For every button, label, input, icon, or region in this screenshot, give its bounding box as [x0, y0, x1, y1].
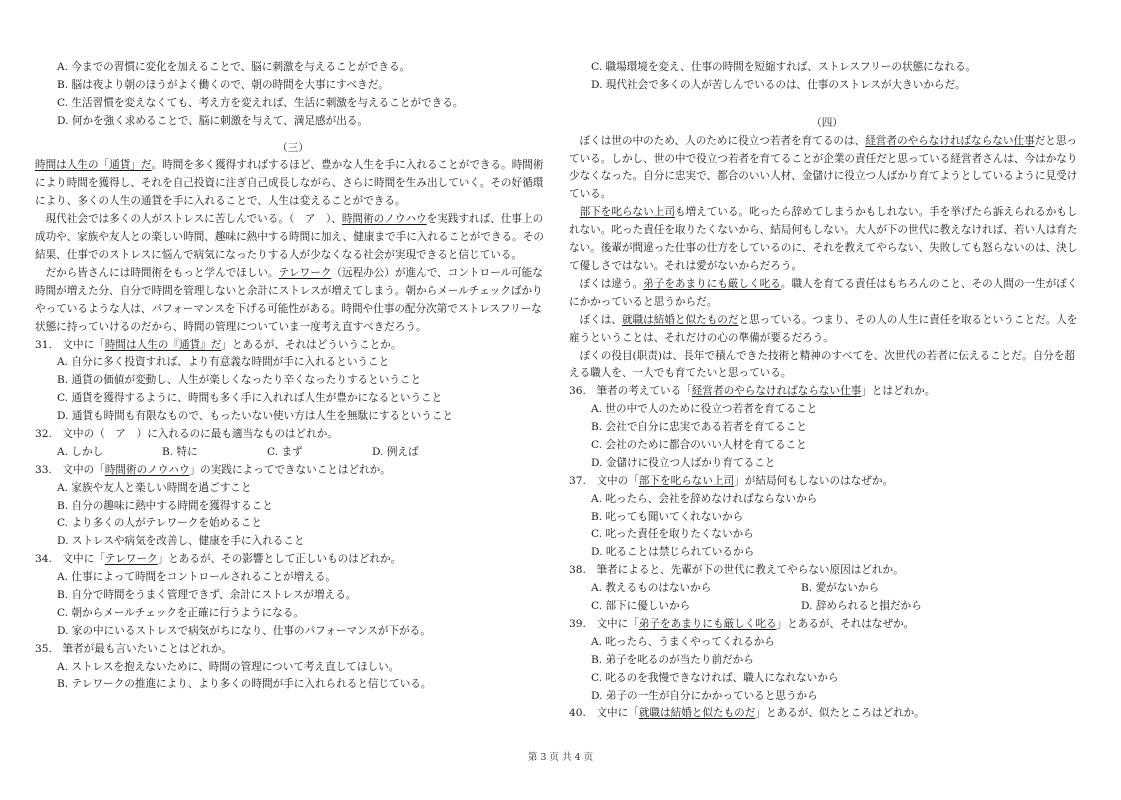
- section-3-paragraph-1: 時間は人生の「通貨」だ。時間を多く獲得すればするほど、豊かな人生を手に入れることができる。時間術により時間を獲得し、それを自己投資に注ぎ自己成長しながら、さらに時間を生み出していく。その好循環により、多くの人生の通貨を手に入れることで、人生は変えることができる。: [35, 159, 544, 208]
- underlined-phrase: 弟子をあまりにも厳しく叱る: [643, 277, 781, 290]
- section-4-paragraph-4: ぼくは、就職は結婚と似たものだと思っている。つまり、その人の人生に責任を取るということだ。人を雇うということは、それだけの心の準備が要るだろう。: [569, 313, 1078, 344]
- section-4-paragraph-3: ぼくは違う。弟子をあまりにも厳しく叱る。職人を育てる責任はもちろんのこと、その人間の一生がぼくにかかっていると思うからだ。: [569, 277, 1078, 308]
- q38-option-c: C. 部下に優しいから: [591, 600, 691, 613]
- q32-option-c: C. まず: [267, 445, 303, 458]
- q37-option-a: A. 叱ったら、会社を辞めなければならないから: [591, 492, 818, 505]
- underlined-phrase: 経営者のやらなければならない仕事: [865, 134, 1035, 147]
- right-column: [569, 59, 1085, 723]
- prev-option-b: B. 脳は夜より朝のほうがよく働くので、朝の時間を大事にすべきだ。: [57, 78, 389, 91]
- prev-option-c: C. 生活習慣を変えなくても、考え方を変えれば、生活に刺激を与えることができる。: [57, 96, 464, 109]
- left-column: [35, 59, 551, 694]
- q31-option-d: D. 通貨も時間も有限なもので、もったいない使い方は人生を無駄にするということ: [57, 410, 454, 423]
- q36-option-c: C. 会社のために都合のいい人材を育てること: [591, 439, 807, 452]
- underlined-phrase: 時間術のノウハウ: [341, 213, 427, 226]
- q34-option-a: A. 仕事によって時間をコントロールされることが増える。: [57, 571, 337, 584]
- q32-option-d: D. 例えば: [372, 445, 419, 458]
- q38-option-b: B. 愛がないから: [801, 582, 880, 595]
- section-4-title: （四）: [811, 116, 843, 129]
- q38-options-row-2: [569, 598, 1085, 616]
- q36-option-a: A. 世の中で人のために役立つ若者を育てること: [591, 403, 818, 416]
- q39-option-b: B. 弟子を叱るのが当たり前だから: [591, 653, 754, 666]
- q39-option-d: D. 弟子の一生が自分にかかっていると思うから: [591, 689, 818, 702]
- q35-option-b: B. テレワークの推進により、より多くの時間が手に入れられると信じている。: [57, 678, 432, 691]
- underlined-phrase: 時間は人生の「通貨」だ: [35, 159, 152, 172]
- q36-option-b: B. 会社で自分に忠実である若者を育てること: [591, 421, 807, 434]
- q35-option-d: D. 現代社会で多くの人が苦しんでいるのは、仕事のストレスが大きいからだ。: [591, 78, 966, 91]
- question-32: 32. 文中の（ ア ）に入れるのに最も適当なものはどれか。: [35, 427, 338, 440]
- q37-option-b: B. 叱っても聞いてくれないから: [591, 510, 744, 523]
- prev-option-d: D. 何かを強く求めることで、脳に刺激を与えて、満足感が出る。: [57, 114, 369, 127]
- question-38: 38. 筆者によると、先輩が下の世代に教えてやらない原因はどれか。: [569, 564, 904, 577]
- section-4-paragraph-1: ぼくは世の中のため、人のために役立つ若者を育てるのは、経営者のやらなければならない仕事だと思っている。しかし、世の中で役立つ若者を育てることが企業の責任だと思っている経営者さんは、今はかなり少なくなった。自分に忠実で、都合のいい人材、金儲けに役立つ人ばかり育てようとしているように見受けている。: [569, 134, 1078, 201]
- section-4-paragraph-5: ぼくの役目(职责)は、長年で積んできた技術と精神のすべてを、次世代の若者に伝えることだ。自分を超える職人を、一人でも育てたいと思っている。: [569, 349, 1075, 380]
- q38-option-d: D. 辞められると損だから: [801, 600, 922, 613]
- question-31: 31. 文中に「時間は人生の『通貨』だ」とあるが、それはどういうことか。: [35, 338, 402, 351]
- q33-option-d: D. ストレスや病気を改善し、健康を手に入れること: [57, 535, 305, 548]
- question-35: 35. 筆者が最も言いたいことはどれか。: [35, 642, 232, 655]
- q35-option-a: A. ストレスを抱えないために、時間の管理について考え直してほしい。: [57, 660, 400, 673]
- q31-option-c: C. 通貨を獲得するように、時間も多く手に入れれば人生が豊かになるということ: [57, 392, 443, 405]
- q33-option-c: C. より多くの人がテレワークを始めること: [57, 517, 262, 530]
- question-36: 36. 筆者の考えている「経営者のやらなければならない仕事」とはどれか。: [569, 385, 936, 398]
- q37-option-d: D. 叱ることは禁じられているから: [591, 546, 755, 559]
- q39-option-a: A. 叱ったら、うまくやってくれるから: [591, 635, 775, 648]
- q39-option-c: C. 叱るのを我慢できなければ、職人になれないから: [591, 671, 839, 684]
- section-4-paragraph-2: 部下を叱らない上司も増えている。叱ったら辞めてしまうかもしれない。手を挙げたら訴えられるかもしれない。叱った責任を取りたくないから、結局何もしない。大人が下の世代に教えなければ、若い人は育たない。後輩が間違った仕事の仕方をしているのに、それを教えてやらない、失敗しても怒らないのは、決して優しさではない。それは愛がないからだろう。: [569, 206, 1078, 273]
- underlined-phrase: 就職は結婚と似たものだ: [621, 313, 739, 326]
- q33-option-a: A. 家族や友人と楽しい時間を過ごすこと: [57, 481, 252, 494]
- q35-option-c: C. 職場環境を変え、仕事の時間を短縮すれば、ストレスフリーの状態になれる。: [591, 61, 977, 73]
- underlined-phrase: テレワーク: [278, 266, 332, 279]
- question-40: 40. 文中に「就職は結婚と似たものだ」とあるが、似たところはどれか。: [569, 707, 925, 720]
- q32-options: [35, 444, 551, 462]
- q32-option-b: B. 特に: [162, 445, 198, 458]
- q38-option-a: A. 教えるものはないから: [591, 582, 712, 595]
- q34-option-c: C. 朝からメールチェックを正確に行うようになる。: [57, 606, 304, 619]
- prev-option-a: A. 今までの習慣に変化を加えることで、脳に刺激を与えることができる。: [57, 61, 411, 73]
- q37-option-c: C. 叱った責任を取りたくないから: [591, 528, 754, 541]
- section-3-paragraph-3: だから皆さんには時間術をもっと学んでほしい。テレワーク（远程办公）が進んで、コントロール可能な時間が増えた分、自分で時間を管理しないと余計にストレスが増えてしまう。朝からメールチェックばかりやっているような人は、パフォーマンスを下げる可能性がある。時間や仕事の配分次第でストレスフリーな状態に持っていけるのだから、時間の管理についていま一度考え直すべきだろう。: [35, 266, 543, 333]
- underlined-phrase: 部下を叱らない上司: [579, 206, 675, 219]
- question-37: 37. 文中の「部下を叱らない上司」が結局何もしないのはなぜか。: [569, 474, 894, 487]
- q36-option-d: D. 金儲けに役立つ人ばかり育てること: [591, 456, 776, 469]
- question-39: 39. 文中に「弟子をあまりにも厳しく叱る」とあるが、それはなぜか。: [569, 617, 915, 630]
- section-3-title: （三）: [277, 141, 309, 154]
- section-3-paragraph-2: 現代社会では多くの人がストレスに苦しんでいる。（ ア ）、時間術のノウハウを実践すれば、仕事上の成功や、家族や友人との楽しい時間、趣味に熱中する時間に加え、健康まで手に入れることができる。その結果、仕事でのストレスに悩んで病気になったりする人が少なくなる社会が実現できると信じている。: [35, 213, 544, 261]
- q34-option-d: D. 家の中にいるストレスで病気がちになり、仕事のパフォーマンスが下がる。: [57, 624, 431, 637]
- q38-options-row-1: [569, 580, 1085, 598]
- q33-option-b: B. 自分の趣味に熱中する時間を獲得すること: [57, 499, 273, 512]
- question-34: 34. 文中に「テレワーク」とあるが、その影響として正しいものはどれか。: [35, 553, 402, 566]
- q31-option-a: A. 自分に多く投資すれば、より有意義な時間が手に入れるということ: [57, 356, 390, 369]
- q34-option-b: B. 自分で時間をうまく管理できず、余計にストレスが増える。: [57, 588, 357, 601]
- q31-option-b: B. 通貨の価値が変動し、人生が楽しくなったり辛くなったりするということ: [57, 374, 422, 387]
- question-33: 33. 文中の「時間術のノウハウ」の実践によってできないことはどれか。: [35, 463, 391, 476]
- q32-option-a: A. しかし: [57, 445, 104, 458]
- page-footer: 第 3 页 共 4 页: [527, 752, 594, 763]
